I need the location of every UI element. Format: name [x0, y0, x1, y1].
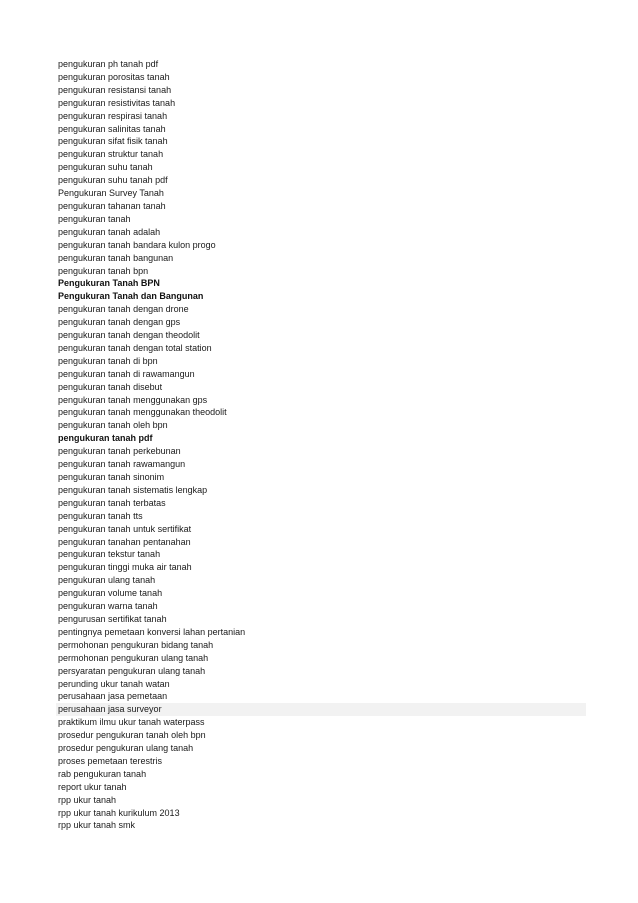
list-item: pengukuran tanah dengan drone: [58, 304, 189, 315]
list-item: pengukuran resistivitas tanah: [58, 97, 176, 108]
list-item: rab pengukuran tanah: [58, 768, 147, 779]
list-item: pengukuran tanah menggunakan theodolit: [58, 407, 227, 418]
list-item: permohonan pengukuran bidang tanah: [58, 639, 214, 650]
list-item: persyaratan pengukuran ulang tanah: [58, 665, 206, 676]
list-item: proses pemetaan terestris: [58, 755, 163, 766]
list-item: pengukuran ph tanah pdf: [58, 59, 159, 69]
list-item: pengukuran tanahan pentanahan: [58, 536, 191, 547]
list-item: Pengukuran Tanah BPN: [58, 278, 160, 289]
list-item: pengukuran respirasi tanah: [58, 110, 168, 121]
list-item: pengukuran tanah di bpn: [58, 355, 158, 366]
list-item: pengukuran volume tanah: [58, 588, 163, 599]
list-item-highlighted: perusahaan jasa surveyor: [56, 703, 586, 716]
list-item: pengukuran tanah sistematis lengkap: [58, 484, 208, 495]
list-item: praktikum ilmu ukur tanah waterpass: [58, 717, 205, 728]
list-item: pentingnya pemetaan konversi lahan pertanian: [58, 626, 246, 637]
list-item: rpp ukur tanah: [58, 794, 117, 805]
list-item: pengukuran tanah disebut: [58, 381, 163, 392]
list-item: pengukuran ulang tanah: [58, 575, 156, 586]
list-item: pengukuran tanah perkebunan: [58, 446, 181, 457]
list-item: report ukur tanah: [58, 781, 127, 792]
list-item: Pengukuran Survey Tanah: [58, 188, 164, 199]
list-item: pengukuran tahanan tanah: [58, 200, 166, 211]
list-item: pengukuran tanah pdf: [58, 433, 153, 444]
list-item: rpp ukur tanah smk: [58, 820, 136, 831]
list-item: pengukuran resistansi tanah: [58, 84, 172, 95]
list-item: pengukuran tanah dengan total station: [58, 342, 212, 353]
list-item: pengukuran tanah oleh bpn: [58, 420, 168, 431]
list-item: pengukuran tanah terbatas: [58, 497, 166, 508]
list-item: pengukuran tanah rawamangun: [58, 459, 186, 470]
list-item: permohonan pengukuran ulang tanah: [58, 652, 209, 663]
list-item: perusahaan jasa pemetaan: [58, 691, 168, 702]
list-item: pengukuran tanah untuk sertifikat: [58, 523, 192, 534]
list-item: Pengukuran Tanah dan Bangunan: [58, 291, 204, 302]
list-item: pengukuran suhu tanah pdf: [58, 175, 168, 186]
list-item: pengukuran tanah bpn: [58, 265, 149, 276]
list-item: pengukuran tinggi muka air tanah: [58, 562, 192, 573]
list-item: prosedur pengukuran ulang tanah: [58, 743, 194, 754]
list-item: pengukuran salinitas tanah: [58, 123, 166, 134]
list-item: pengukuran tanah adalah: [58, 226, 161, 237]
list-item: rpp ukur tanah kurikulum 2013: [58, 807, 180, 818]
list-item: prosedur pengukuran tanah oleh bpn: [58, 730, 206, 741]
list-item: pengukuran tanah: [58, 213, 131, 224]
list-item: pengukuran tanah di rawamangun: [58, 368, 195, 379]
list-item: pengukuran tanah dengan theodolit: [58, 330, 200, 341]
list-item: pengukuran tanah bandara kulon progo: [58, 239, 216, 250]
list-item: pengukuran warna tanah: [58, 601, 158, 612]
list-item: pengukuran suhu tanah: [58, 162, 153, 173]
list-item: perunding ukur tanah watan: [58, 678, 170, 689]
list-item: pengukuran tekstur tanah: [58, 549, 161, 560]
list-item: pengukuran tanah sinonim: [58, 472, 165, 482]
keyword-list: [56, 58, 586, 832]
list-item: pengukuran tanah bangunan: [58, 252, 174, 263]
list-item: pengukuran struktur tanah: [58, 149, 164, 160]
list-item: pengukuran tanah menggunakan gps: [58, 394, 208, 405]
list-item: pengurusan sertifikat tanah: [58, 613, 167, 624]
list-item: pengukuran tanah tts: [58, 510, 143, 521]
list-item: pengukuran tanah dengan gps: [58, 317, 181, 328]
list-item: pengukuran porositas tanah: [58, 71, 170, 82]
list-item: pengukuran sifat fisik tanah: [58, 136, 168, 147]
